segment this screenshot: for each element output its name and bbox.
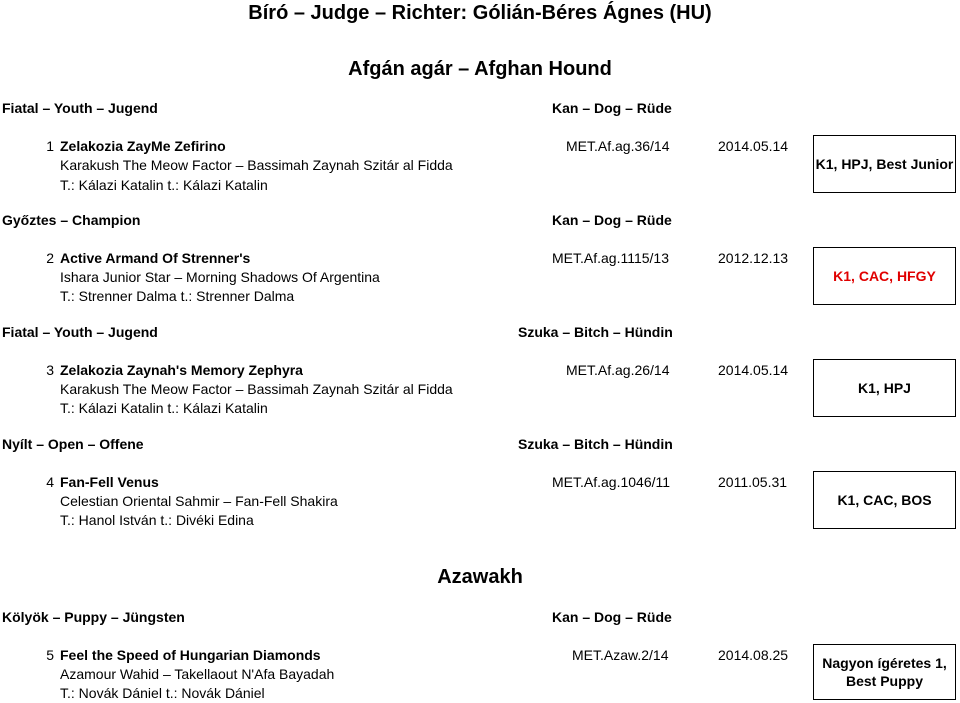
dog-name: Feel the Speed of Hungarian Diamonds [60,647,321,663]
class-label: Kölyök – Puppy – Jüngsten [2,609,185,625]
sex-label: Szuka – Bitch – Hündin [518,324,673,340]
result-box [813,359,956,417]
dog-parents: Karakush The Meow Factor – Bassimah Zaynah Szitár al Fidda [60,381,453,397]
dog-parents: Celestian Oriental Sahmir – Fan-Fell Shakira [60,493,338,509]
birth-date: 2011.05.31 [718,474,788,490]
breeder-owner: T.: Hanol István t.: Divéki Edina [60,512,254,528]
result-text: K1, HPJ [858,380,911,396]
birth-date: 2012.12.13 [718,250,789,266]
birth-date: 2014.05.14 [718,138,789,154]
registration-number: MET.Af.ag.26/14 [566,362,670,378]
dog-name: Zelakozia ZayMe Zefirino [60,138,226,154]
breeder-owner: T.: Strenner Dalma t.: Strenner Dalma [60,288,295,304]
sex-label: Szuka – Bitch – Hündin [518,436,673,452]
registration-number: MET.Af.ag.1115/13 [552,250,669,266]
result-text: K1, CAC, BOS [837,492,932,508]
dog-name: Fan-Fell Venus [60,474,159,490]
dog-name: Active Armand Of Strenner's [60,250,251,266]
entry-number: 4 [46,474,54,490]
result-text: Nagyon ígéretes 1, [822,655,947,671]
sex-label: Kan – Dog – Rüde [552,100,672,116]
breed-title: Afgán agár – Afghan Hound [348,58,612,80]
birth-date: 2014.08.25 [718,647,789,663]
entry-number: 1 [46,138,54,154]
dog-parents: Karakush The Meow Factor – Bassimah Zaynah Szitár al Fidda [60,157,453,173]
entry-number: 5 [46,647,54,663]
result-box [813,135,956,193]
registration-number: MET.Af.ag.36/14 [566,138,670,154]
result-text: K1, HPJ, Best Junior [815,156,954,172]
result-box [813,247,956,305]
breeder-owner: T.: Kálazi Katalin t.: Kálazi Katalin [60,400,268,416]
class-label: Fiatal – Youth – Jugend [2,324,158,340]
birth-date: 2014.05.14 [718,362,789,378]
registration-number: MET.Af.ag.1046/11 [552,474,671,490]
breed-title: Azawakh [437,566,523,588]
result-box [813,471,956,529]
dog-parents: Azamour Wahid – Takellaout N'Afa Bayadah [60,666,335,682]
judge-title: Bíró – Judge – Richter: Gólián-Béres Ágnes (HU) [248,2,712,24]
entry-number: 2 [46,250,54,266]
sex-label: Kan – Dog – Rüde [552,212,672,228]
entry-number: 3 [46,362,54,378]
registration-number: MET.Azaw.2/14 [572,647,669,663]
dog-parents: Ishara Junior Star – Morning Shadows Of Argentina [60,269,380,285]
result-text: K1, CAC, HFGY [833,268,936,284]
class-label: Nyílt – Open – Offene [2,436,144,452]
class-label: Fiatal – Youth – Jugend [2,100,158,116]
breeder-owner: T.: Kálazi Katalin t.: Kálazi Katalin [60,177,268,193]
breeder-owner: T.: Novák Dániel t.: Novák Dániel [60,685,265,701]
dog-name: Zelakozia Zaynah's Memory Zephyra [60,362,303,378]
class-label: Győztes – Champion [2,212,141,228]
result-text: Best Puppy [845,673,923,689]
sex-label: Kan – Dog – Rüde [552,609,672,625]
result-box [813,644,956,700]
